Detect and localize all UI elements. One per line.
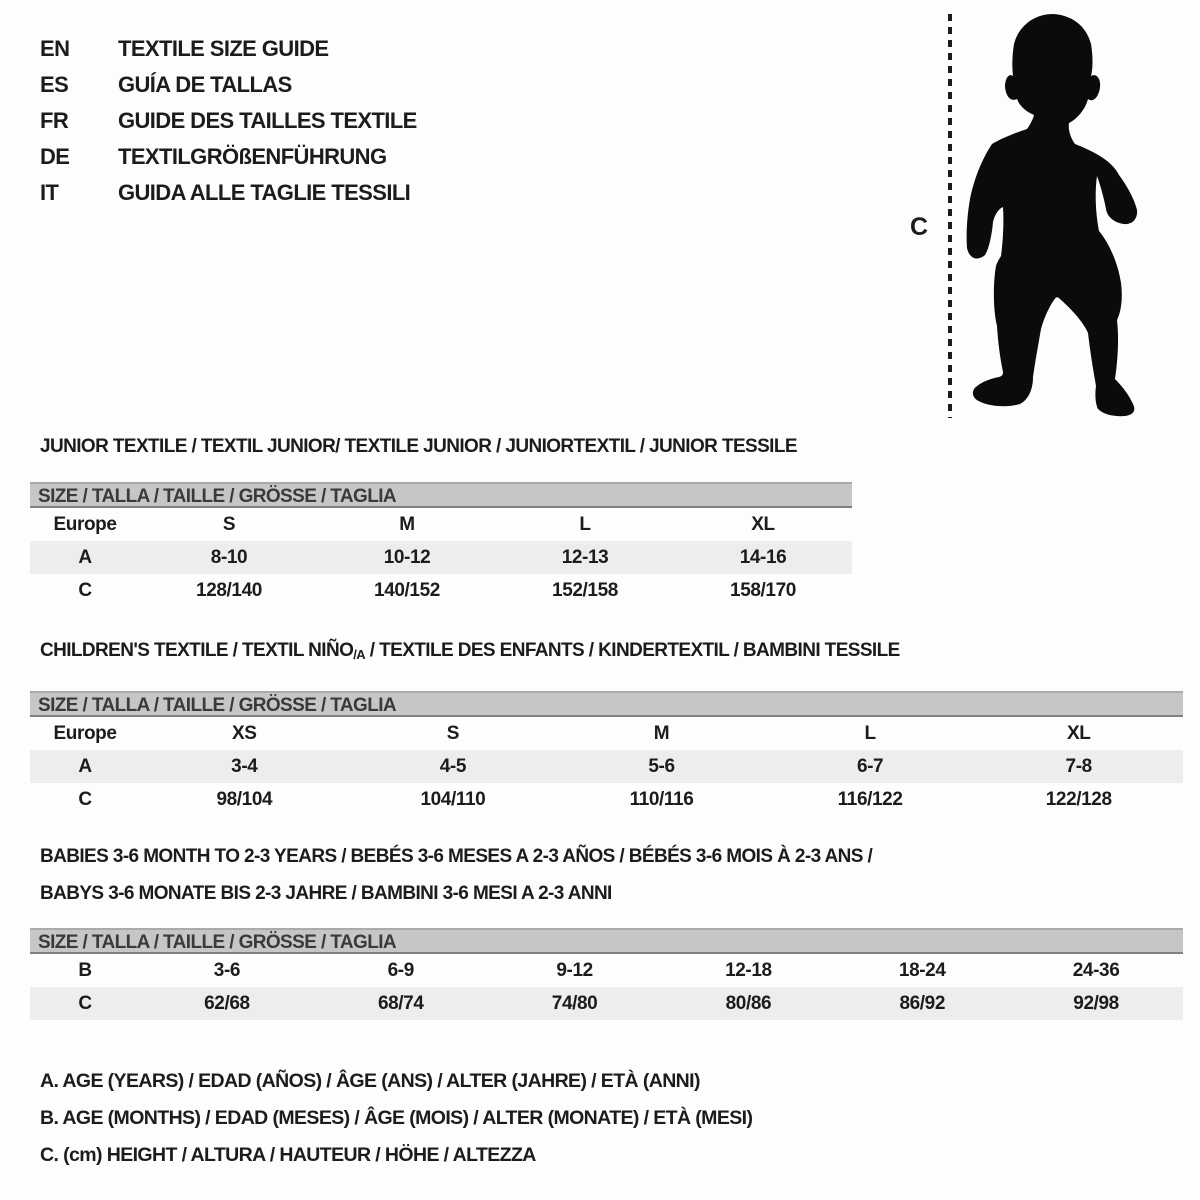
size-cell: 116/122 — [837, 788, 903, 810]
junior-size-header: SIZE / TALLA / TAILLE / GRÖSSE / TAGLIA — [30, 482, 852, 508]
size-cell: 9-12 — [556, 959, 593, 981]
language-row-it — [40, 175, 417, 211]
language-title: GUIDA ALLE TAGLIE TESSILI — [118, 180, 411, 205]
language-row-en — [40, 31, 417, 67]
size-cell: 4-5 — [439, 755, 467, 777]
language-code: FR — [40, 108, 69, 133]
children-section-title — [40, 640, 900, 666]
size-cell: 6-9 — [387, 959, 414, 981]
size-cell: 80/86 — [725, 992, 772, 1014]
junior-size-table — [30, 482, 852, 607]
size-cell: 86/92 — [899, 992, 945, 1014]
language-title: TEXTILGRÖßENFÜHRUNG — [118, 144, 387, 169]
table-row — [30, 750, 1183, 783]
height-measure-line — [948, 14, 952, 418]
size-cell: 152/158 — [552, 579, 618, 601]
language-code: ES — [40, 72, 69, 97]
size-cell: S — [222, 513, 236, 535]
size-cell: XS — [232, 722, 257, 744]
baby-silhouette-icon — [957, 12, 1142, 422]
table-row — [30, 987, 1183, 1020]
size-cell: 104/110 — [420, 788, 486, 810]
row-label: Europe — [53, 513, 117, 535]
language-row-de — [40, 139, 417, 175]
language-title-block — [40, 31, 417, 211]
children-title-sub: /A — [353, 647, 366, 662]
size-cell: 7-8 — [1065, 755, 1092, 777]
size-cell: XL — [1066, 722, 1091, 744]
row-label: B — [78, 959, 92, 981]
size-cell: 122/128 — [1045, 788, 1112, 810]
language-code: IT — [40, 180, 59, 205]
babies-section-title — [40, 838, 872, 912]
table-row — [30, 954, 1183, 987]
row-label: C — [78, 788, 92, 810]
children-size-table — [30, 691, 1183, 816]
babies-title-line1: BABIES 3-6 MONTH TO 2-3 YEARS / BEBÉS 3-6 MESES A 2-3 AÑOS / BÉBÉS 3-6 MOIS À 2-3 ANS / — [40, 846, 873, 867]
table-row — [30, 783, 1183, 816]
size-cell: 18-24 — [898, 959, 946, 981]
junior-section-title: JUNIOR TEXTILE / TEXTIL JUNIOR/ TEXTILE JUNIOR / JUNIORTEXTIL / JUNIOR TESSILE — [40, 436, 797, 457]
children-title-prefix: CHILDREN'S TEXTILE / TEXTIL NIÑO — [40, 640, 354, 661]
size-cell: 128/140 — [196, 579, 262, 601]
size-cell: 98/104 — [216, 788, 273, 810]
height-measure-label: C — [910, 213, 928, 241]
size-cell: 3-6 — [213, 959, 241, 981]
size-cell: S — [446, 722, 460, 744]
row-label: C — [78, 992, 92, 1014]
babies-size-header: SIZE / TALLA / TAILLE / GRÖSSE / TAGLIA — [30, 928, 1183, 954]
row-label: A — [78, 546, 92, 568]
babies-title-line2: BABYS 3-6 MONATE BIS 2-3 JAHRE / BAMBINI 3-6 MESI A 2-3 ANNI — [40, 883, 612, 904]
size-cell: 5-6 — [648, 755, 675, 777]
size-cell: 10-12 — [383, 546, 431, 568]
table-row — [30, 574, 852, 607]
size-cell: 68/74 — [377, 992, 424, 1014]
size-cell: 12-13 — [561, 546, 609, 568]
size-cell: 3-4 — [231, 755, 258, 777]
size-cell: XL — [751, 513, 775, 535]
size-cell: M — [399, 513, 415, 535]
language-title: GUIDE DES TAILLES TEXTILE — [118, 108, 417, 133]
babies-size-table — [30, 928, 1183, 1020]
size-cell: 14-16 — [739, 546, 787, 568]
size-cell: 92/98 — [1073, 992, 1119, 1014]
legend-line-c: C. (cm) HEIGHT / ALTURA / HAUTEUR / HÖHE / ALTEZZA — [40, 1144, 536, 1166]
size-cell: 12-18 — [725, 959, 772, 981]
legend-line-a: A. AGE (YEARS) / EDAD (AÑOS) / ÂGE (ANS) / ALTER (JAHRE) / ETÀ (ANNI) — [40, 1070, 700, 1092]
size-cell: 158/170 — [730, 579, 796, 601]
size-cell: L — [864, 722, 876, 744]
language-title: TEXTILE SIZE GUIDE — [118, 36, 329, 61]
size-cell: M — [653, 722, 670, 744]
row-label: A — [78, 755, 92, 777]
row-label: Europe — [53, 722, 117, 744]
language-row-fr — [40, 103, 417, 139]
table-row — [30, 508, 852, 541]
table-row — [30, 717, 1183, 750]
language-code: DE — [40, 144, 70, 169]
size-cell: 24-36 — [1072, 959, 1120, 981]
language-row-es — [40, 67, 417, 103]
children-size-header: SIZE / TALLA / TAILLE / GRÖSSE / TAGLIA — [30, 691, 1183, 717]
children-title-suffix: / TEXTILE DES ENFANTS / KINDERTEXTIL / BAMBINI TESSILE — [365, 640, 900, 661]
size-cell: 74/80 — [551, 992, 598, 1014]
size-cell: 140/152 — [374, 579, 440, 601]
table-row — [30, 541, 852, 574]
size-cell: L — [579, 513, 591, 535]
size-cell: 6-7 — [856, 755, 884, 777]
legend-line-b: B. AGE (MONTHS) / EDAD (MESES) / ÂGE (MOIS) / ALTER (MONATE) / ETÀ (MESI) — [40, 1107, 753, 1129]
size-cell: 110/116 — [629, 788, 694, 810]
language-code: EN — [40, 36, 70, 61]
legend — [40, 1063, 752, 1174]
size-cell: 8-10 — [210, 546, 248, 568]
language-title: GUÍA DE TALLAS — [118, 72, 292, 97]
row-label: C — [78, 579, 92, 601]
size-cell: 62/68 — [204, 992, 250, 1014]
